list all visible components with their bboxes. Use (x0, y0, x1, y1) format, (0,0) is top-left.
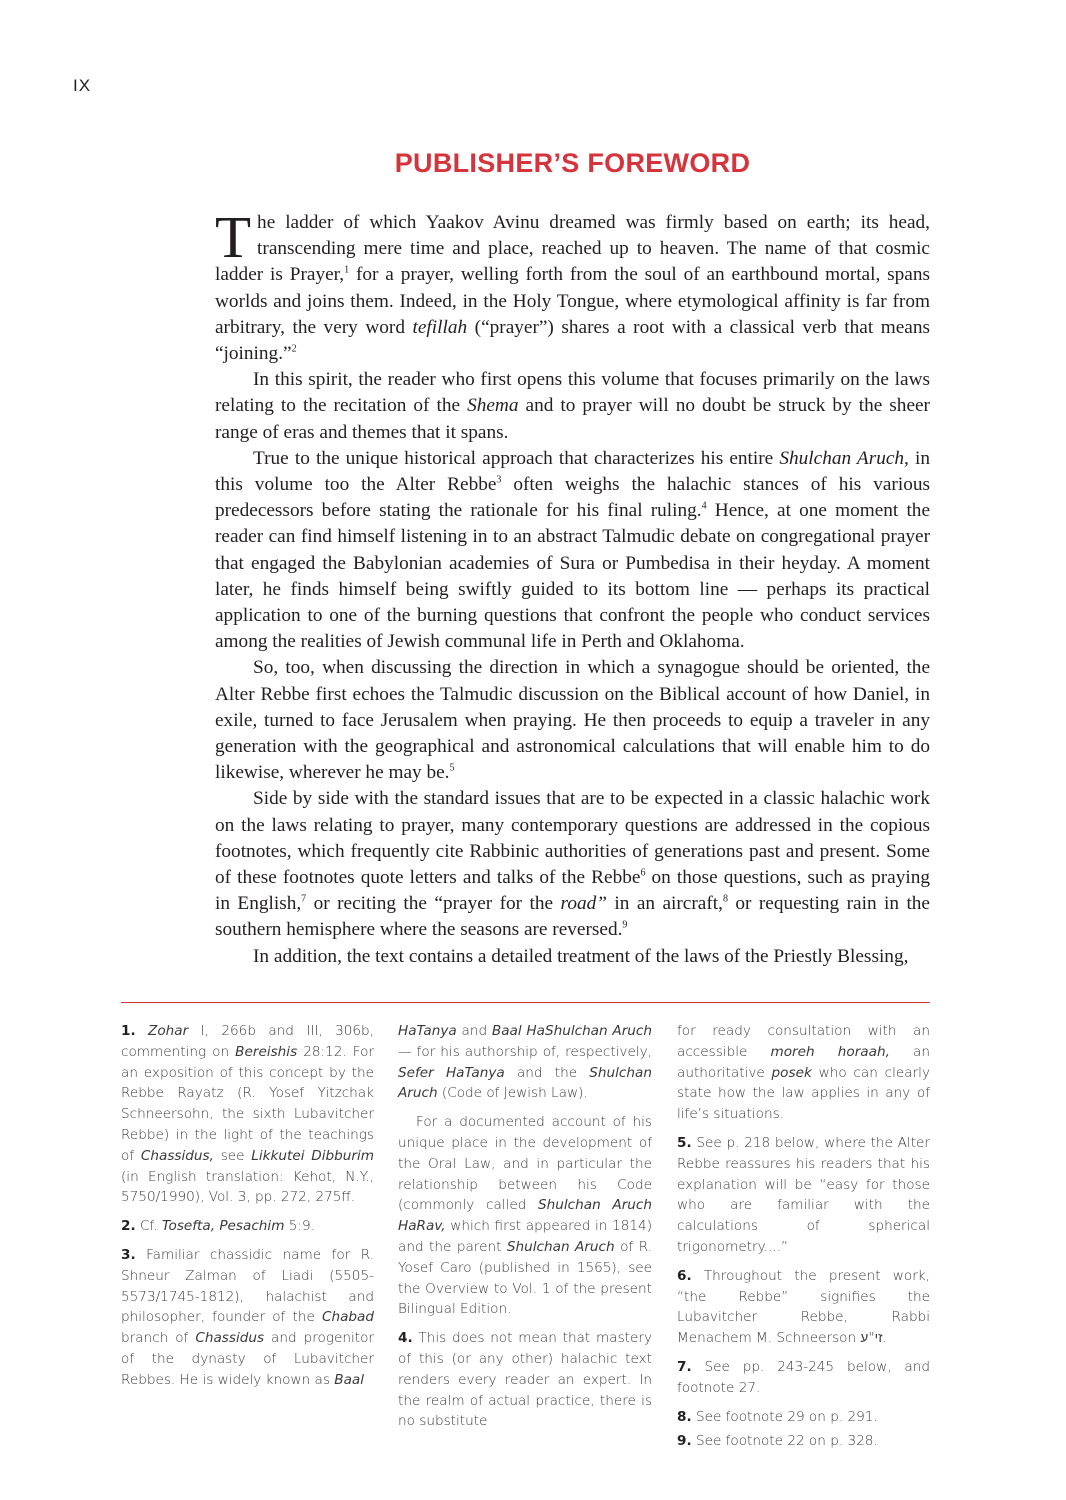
text: in this volume too the Alter Rebbe (215, 447, 930, 496)
footnote-ref[interactable]: 2 (291, 343, 297, 355)
text: and the (504, 1064, 590, 1081)
text: in an aircraft, (606, 893, 723, 915)
text: he ladder of which Yaakov Avinu dreamed was firmly based on earth; its head, transcending mere time and place, reached up to heaven. The name of that cosmic ladder is Prayer, (215, 212, 930, 286)
text: often weighs the halachic stances of his various predecessors before stating the rationale for his final ruling. (215, 474, 930, 522)
text: Side by side with the standard issues that are to be expected in a classic halachic work on the laws relating to prayer, many contemporary questions are addressed in the copious footnotes, which frequently cite Rabbinic authorities of generations past and present. Some of these footnotes quote letters and talks of the Rebbe (215, 788, 930, 889)
footnote-column-2 (398, 1021, 652, 1440)
foreword-body (215, 204, 930, 970)
text: (in English translation: Kehot, N.Y., 5750/1990), Vol. 3, pp. 272, 275ff. (121, 1168, 374, 1206)
footnote-divider (121, 1002, 930, 1003)
italic-term: Shulchan Aruch, (779, 447, 909, 469)
footnote-6 (677, 1266, 930, 1349)
text: or requesting rain in the southern hemisphere where the seasons are reversed. (215, 893, 930, 941)
footnote-7 (677, 1357, 930, 1399)
footnote-ref[interactable]: 7 (301, 893, 307, 905)
footnote-3-continued (398, 1021, 652, 1104)
paragraph-2 (215, 367, 930, 446)
footnote-number: 9. (677, 1433, 692, 1450)
footnote-ref[interactable]: 4 (701, 500, 707, 512)
hebrew-abbreviation: זי"ע (860, 1330, 883, 1347)
italic-term: posek (771, 1064, 812, 1081)
text: Familiar chassidic name for R. Shneur Zalman of Liadi (5505-5573/1745-1812), halachist and philosopher, founder of the (121, 1246, 374, 1326)
paragraph-1 (215, 204, 930, 367)
footnote-column-3 (677, 1021, 930, 1460)
text: and progenitor of the dynasty of Lubavitcher Rebbes. He is widely known as (121, 1330, 374, 1388)
footnote-1 (121, 1021, 374, 1208)
text: on those questions, such as praying in English, (215, 867, 930, 915)
footnote-4-continued (677, 1021, 930, 1125)
text: which first appeared in 1814) and the parent (398, 1218, 652, 1255)
text: for a prayer, welling forth from the soul of an earthbound mortal, spans worlds and joins them. Indeed, in the Holy Tongue, where etymological affinity is far from arbitrary, the very word (215, 264, 930, 338)
footnote-number: 5. (677, 1134, 692, 1151)
footnote-number: 6. (677, 1267, 692, 1284)
footnote-2 (121, 1216, 374, 1237)
text: an authoritative (677, 1043, 930, 1081)
footnote-3-paragraph-2 (398, 1112, 652, 1320)
text: So, too, when discussing the direction in which a synagogue should be oriented, the Alter Rebbe first echoes the Talmudic discussion on the Biblical account of how Daniel, in exile, turned to face Jerusalem when praying. He then proceeds to equip a traveler in any generation with the geographical and astronomical calculations that will enable him to do likewise, wherever he may be. (215, 657, 930, 784)
page-number: IX (73, 76, 92, 95)
text: (Code of Jewish Law). (437, 1085, 588, 1102)
footnote-9 (677, 1431, 930, 1452)
footnote-number: 8. (677, 1408, 692, 1425)
footnote-number: 3. (121, 1246, 136, 1263)
text: and (456, 1023, 492, 1039)
footnote-ref[interactable]: 1 (344, 264, 350, 276)
italic-term: Likkutei Dibburim (251, 1147, 374, 1164)
italic-term: road” (560, 893, 607, 915)
italic-term: Baal HaShulchan Aruch (491, 1023, 652, 1039)
italic-term: Chassidus (195, 1330, 265, 1347)
footnote-ref[interactable]: 3 (496, 474, 502, 486)
footnote-ref[interactable]: 9 (622, 920, 628, 932)
italic-term: Baal (334, 1371, 365, 1388)
text: See p. 218 below, where the Alter Rebbe reassures his readers that his explanation will be “easy for those who are familiar with the calculations of spherical trigonometry....” (677, 1134, 930, 1255)
italic-term: Shulchan Aruch (506, 1238, 615, 1255)
footnote-5 (677, 1133, 930, 1258)
italic-term: Shulchan Aruch HaRav, (398, 1197, 652, 1235)
text: . (882, 1330, 887, 1347)
footnote-4-end: for ready consultation with an accessible (677, 1023, 930, 1060)
text: Throughout the present work, “the Rebbe” signifies the Lubavitcher Rebbe, Rabbi Menachem M. Schneerson (677, 1267, 930, 1347)
text: branch of (121, 1330, 196, 1347)
italic-term: HaTanya (398, 1023, 457, 1039)
text: For a documented account of his unique place in the development of the Oral Law, and in particular the relationship between his Code (commonly called (398, 1114, 652, 1214)
text: see (213, 1147, 252, 1164)
footnote-number: 2. (121, 1218, 136, 1235)
text: See pp. 243-245 below, and footnote 27. (677, 1358, 930, 1396)
drop-cap: T (215, 204, 252, 270)
footnote-ref[interactable]: 6 (640, 867, 646, 879)
text: and to prayer will no doubt be struck by the sheer range of eras and themes that it spans. (215, 395, 930, 443)
text: I, 266b and III, 306b, commenting on (121, 1023, 374, 1060)
text: See footnote 29 on p. 291. (691, 1408, 878, 1425)
text: Cf. (135, 1218, 162, 1235)
italic-term: Bereishis (235, 1043, 298, 1060)
text: or reciting the “prayer for the (306, 893, 561, 915)
text: True to the unique historical approach that characterizes his entire (253, 447, 780, 469)
text: In this spirit, the reader who first opens this volume that focuses primarily on the laws relating to the recitation of the (215, 369, 930, 417)
italic-term: Sefer HaTanya (398, 1064, 505, 1081)
footnote-number: 4. (398, 1330, 413, 1347)
italic-term: Shema (467, 395, 519, 417)
paragraph-4 (215, 655, 930, 786)
footnote-number: 1. (121, 1023, 136, 1039)
paragraph-5 (215, 786, 930, 943)
italic-term: tefillah (412, 316, 468, 338)
text: of R. Yosef Caro (published in 1565), see the Overview to Vol. 1 of the present Bilingual Edition. (398, 1238, 652, 1318)
text: (“prayer”) shares a root with a classical verb that means “joining.” (215, 316, 930, 365)
paragraph-6: In addition, the text contains a detailed treatment of the laws of the Priestly Blessing, (253, 945, 909, 967)
footnote-number: 7. (677, 1358, 692, 1375)
text: who can clearly state how the law applies in any of life’s situations. (677, 1064, 930, 1123)
italic-term: Chassidus, (140, 1147, 214, 1164)
italic-term: Zohar (148, 1023, 189, 1039)
italic-term: Tosefta, Pesachim (161, 1218, 285, 1235)
footnote-8 (677, 1407, 930, 1428)
italic-term: Shulchan Aruch (398, 1064, 652, 1102)
paragraph-3 (215, 446, 930, 656)
footnote-4 (398, 1328, 652, 1432)
footnote-3 (121, 1245, 374, 1391)
text: 28:12. For an exposition of this concept by the Rebbe Rayatz (R. Yosef Yitzchak Schneersohn, the sixth Lubavitcher Rebbe) in the light of the teachings of (121, 1043, 374, 1164)
text: 5:9. (284, 1218, 315, 1235)
italic-term: Chabad (321, 1309, 374, 1326)
footnote-ref[interactable]: 5 (449, 762, 455, 774)
text: See footnote 22 on p. 328. (691, 1433, 878, 1450)
footnotes (121, 1021, 930, 1450)
footnote-ref[interactable]: 8 (722, 893, 728, 905)
footnote-column-1 (121, 1021, 374, 1399)
italic-term: moreh horaah, (770, 1043, 890, 1060)
footnote-4-start: This does not mean that mastery of this (or any other) halachic text renders every reader an expert. In the realm of actual practice, there is no substitute (398, 1330, 652, 1430)
chapter-title: PUBLISHER’S FOREWORD (394, 148, 751, 178)
text: — for his authorship of, respectively, (398, 1043, 652, 1060)
text: Hence, at one moment the reader can find himself listening in to an abstract Talmudic debate on congregational prayer that engaged the Babylonian academies of Sura or Pumbedisa in their heyday. A moment later, he finds himself being swiftly guided to its bottom line — perhaps its practical application to one of the burning questions that confront the people who conduct services among the realities of Jewish communal life in Perth and Oklahoma. (215, 500, 930, 653)
